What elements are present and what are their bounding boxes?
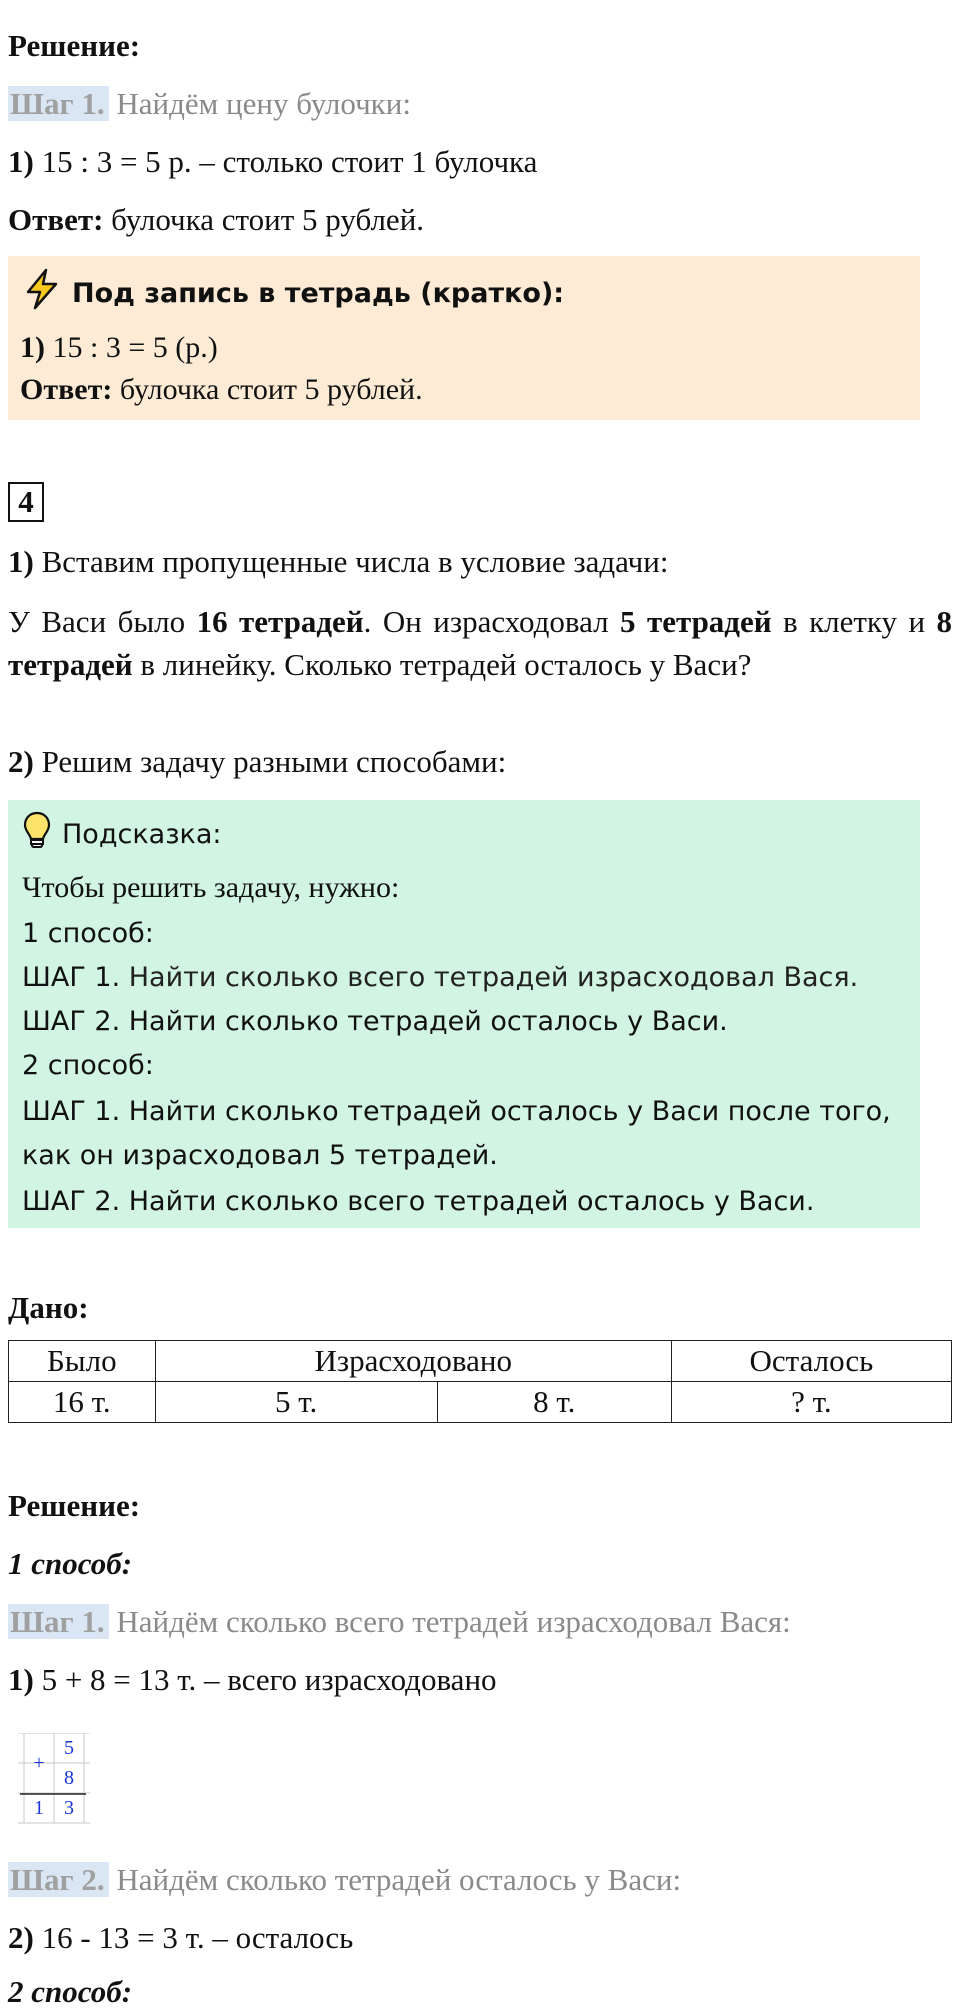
hint-box [8, 800, 920, 1228]
result-digit: 1 [34, 1797, 44, 1819]
hint-box-header [22, 810, 222, 860]
table-header-cell: Израсходовано [155, 1341, 671, 1382]
solution-heading-2: Решение: [8, 1488, 141, 1523]
step-text: Найдём цену булочки: [108, 86, 411, 121]
line-text: 15 : 3 = 5 (р.) [45, 331, 218, 364]
notebook-box [8, 256, 920, 420]
lightning-icon [22, 268, 62, 320]
method-1-heading: 1 способ: [8, 1546, 133, 1581]
cond-text: У Васи было [8, 604, 197, 639]
line-number: 2) [8, 744, 34, 779]
cond-bold: 16 тетрадей [196, 604, 364, 639]
notebook-box-title: Под запись в тетрадь (кратко): [72, 278, 565, 309]
notebook-answer [20, 370, 423, 410]
step-text: Найдём сколько всего тетрадей израсходовал Вася: [108, 1604, 791, 1639]
table-cell: 16 т. [9, 1382, 156, 1423]
calc-line [8, 1660, 497, 1700]
result-digit: 3 [64, 1797, 74, 1819]
answer-label: Ответ: [8, 202, 104, 237]
task-number: 4 [8, 482, 44, 522]
step-text: Найти сколько тетрадей осталось у Васи. [120, 1006, 728, 1037]
cond-text: в клетку и [771, 604, 937, 639]
cond-text: . Он израсходовал [363, 604, 621, 639]
line-number: 1) [20, 331, 45, 364]
table-cell: ? т. [671, 1382, 951, 1423]
table-cell: 8 т. [437, 1382, 671, 1423]
line-number: 1) [8, 144, 34, 179]
given-heading: Дано: [8, 1290, 89, 1325]
plus-sign: + [33, 1752, 45, 1774]
hint-box-title: Подсказка: [62, 819, 222, 850]
task-condition [8, 600, 952, 686]
step-line [8, 84, 411, 124]
hint-m2-step-1-cont: как он израсходовал 5 тетрадей. [22, 1140, 498, 1171]
step-tag: Шаг 1. [8, 86, 109, 121]
solution-heading: Решение: [8, 28, 141, 63]
hint-m1-step-1 [22, 956, 858, 1000]
step-text: Найти сколько всего тетрадей израсходовал Вася. [120, 962, 859, 993]
calc-line [8, 142, 537, 182]
answer-line [8, 200, 424, 240]
hint-m2-step-1 [22, 1090, 891, 1134]
method-2-heading: 2 способ: [8, 1974, 133, 2009]
line-number: 1) [8, 544, 34, 579]
given-table [8, 1340, 952, 1423]
table-header-row [9, 1341, 952, 1382]
line-text: 16 - 13 = 3 т. – осталось [33, 1920, 354, 1955]
step-text: Найдём сколько тетрадей осталось у Васи: [108, 1862, 682, 1897]
step-tag: ШАГ 1. [22, 1096, 121, 1127]
table-header-cell: Было [9, 1341, 156, 1382]
cond-bold: 5 тетрадей [620, 604, 772, 639]
table-cell: 5 т. [155, 1382, 437, 1423]
step-text: Найти сколько всего тетрадей осталось у Васи. [120, 1186, 815, 1217]
lightbulb-icon [22, 810, 52, 860]
cond-text: в линейку. Сколько тетрадей осталось у Васи? [132, 647, 752, 682]
hint-m1-step-2 [22, 1000, 728, 1044]
line-text: Вставим пропущенные числа в условие задачи: [33, 544, 669, 579]
table-header-cell: Осталось [671, 1341, 951, 1382]
hint-m2-step-2 [22, 1180, 814, 1224]
hint-intro: Чтобы решить задачу, нужно: [22, 871, 400, 904]
line-number: 1) [8, 1662, 34, 1697]
answer-label: Ответ: [20, 373, 113, 406]
step-line [8, 1602, 791, 1642]
task-line-1 [8, 542, 668, 582]
step-tag: ШАГ 1. [22, 962, 121, 993]
step-tag: ШАГ 2. [22, 1186, 121, 1217]
step-text: Найти сколько тетрадей осталось у Васи после того, [120, 1096, 891, 1127]
addend-2: 8 [64, 1767, 74, 1789]
notebook-line [20, 328, 218, 368]
hint-method-2: 2 способ: [22, 1050, 154, 1081]
answer-text: булочка стоит 5 рублей. [112, 373, 423, 406]
step-tag: Шаг 1. [8, 1604, 109, 1639]
line-text: 5 + 8 = 13 т. – всего израсходовано [33, 1662, 497, 1697]
step-tag: Шаг 2. [8, 1862, 109, 1897]
cond-bold: 8 тетрадей [8, 604, 952, 682]
calc-line [8, 1918, 353, 1958]
notebook-box-header [22, 268, 564, 320]
line-text: 15 : 3 = 5 р. – столько стоит 1 булочка [33, 144, 538, 179]
addend-1: 5 [64, 1737, 74, 1759]
line-number: 2) [8, 1920, 34, 1955]
line-text: Решим задачу разными способами: [33, 744, 507, 779]
step-line [8, 1860, 681, 1900]
answer-text: булочка стоит 5 рублей. [103, 202, 425, 237]
table-row [9, 1382, 952, 1423]
hint-method-1: 1 способ: [22, 918, 154, 949]
step-tag: ШАГ 2. [22, 1006, 121, 1037]
task-line-2 [8, 742, 506, 782]
